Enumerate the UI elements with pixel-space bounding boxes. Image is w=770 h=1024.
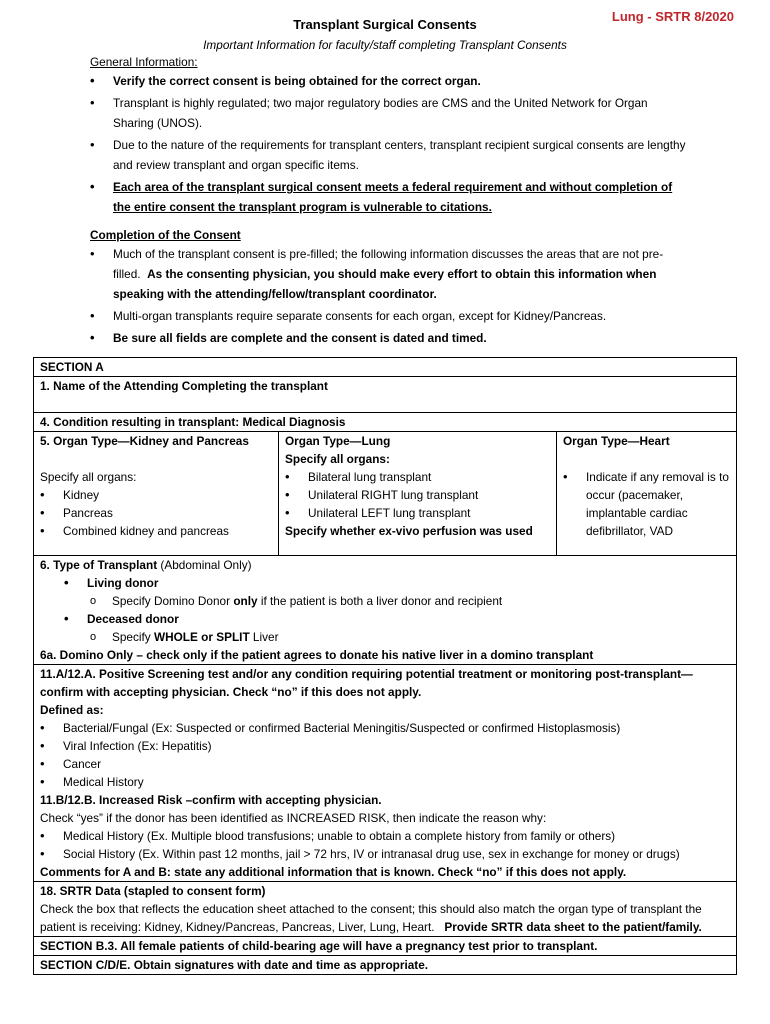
general-information-heading: General Information: xyxy=(90,55,198,69)
list-item: • Multi-organ transplants require separate consents for each organ, except for Kidney/Pancreas. xyxy=(90,306,690,326)
table-row xyxy=(34,358,737,377)
list-item: • Verify the correct consent is being obtained for the correct organ. xyxy=(90,71,690,91)
text: Specify xyxy=(112,630,154,644)
completion-heading: Completion of the Consent xyxy=(90,228,241,242)
organ-type-kidney-heading: 5. Organ Type—Kidney and Pancreas xyxy=(40,434,249,448)
list-item: • Bilateral lung transplant xyxy=(285,468,550,486)
list-item: • Transplant is highly regulated; two major regulatory bodies are CMS and the United Network for Organ Sharing (UNOS). xyxy=(90,93,690,133)
organ-type-heart-heading: Organ Type—Heart xyxy=(563,434,670,448)
increased-risk-instruction: Check “yes” if the donor has been identified as INCREASED RISK, then indicate the reason why: xyxy=(40,811,547,825)
list-item: • Living donor xyxy=(64,574,730,592)
list-item: • Be sure all fields are complete and the consent is dated and timed. xyxy=(90,328,690,348)
heading-plain: (Abdominal Only) xyxy=(157,558,252,572)
section-b3-note: SECTION B.3. All female patients of child-bearing age will have a pregnancy test prior to transplant. xyxy=(34,937,737,956)
positive-screening-heading: 11.A/12.A. Positive Screening test and/or any condition requiring potential treatment or monitoring post-transplant—confirm with accepting physician. Check “no” if this does not apply. xyxy=(40,667,693,699)
donor-type-list xyxy=(64,574,730,592)
table-row xyxy=(34,556,737,665)
list-item: • Unilateral RIGHT lung transplant xyxy=(285,486,550,504)
list-item: • Kidney xyxy=(40,486,272,504)
list-item-emphasis: As the consenting physician, you should make every effort to obtain this information when speaking with the attending/fellow/transplant coordinator. xyxy=(113,267,657,301)
heading-bold: 6. Type of Transplant xyxy=(40,558,158,572)
list-item: • Pancreas xyxy=(40,504,272,522)
item-condition: 4. Condition resulting in transplant: Medical Diagnosis xyxy=(34,413,737,432)
srtr-data-cell xyxy=(34,882,737,937)
list-item: • Bacterial/Fungal (Ex: Suspected or confirmed Bacterial Meningitis/Suspected or confirmed Histoplasmosis) xyxy=(40,719,730,737)
document-subtitle: Important Information for faculty/staff completing Transplant Consents xyxy=(203,38,567,52)
donor-type-list xyxy=(64,610,730,628)
text-bold: only xyxy=(233,594,258,608)
table-row xyxy=(34,665,737,882)
list-item: • Medical History (Ex. Multiple blood transfusions; unable to obtain a complete history from family or others) xyxy=(40,827,730,845)
organ-type-kidney-cell xyxy=(34,432,279,556)
section-cde-note: SECTION C/D/E. Obtain signatures with date and time as appropriate. xyxy=(34,956,737,975)
list-item: • Deceased donor xyxy=(64,610,730,628)
organ-type-lung-cell xyxy=(279,432,557,556)
heart-organ-list xyxy=(563,468,730,540)
kidney-organ-list xyxy=(40,486,272,540)
organ-type-lung-heading: Organ Type—Lung xyxy=(285,434,391,448)
specify-organs-label: Specify all organs: xyxy=(40,470,137,484)
type-of-transplant-cell xyxy=(34,556,737,665)
list-item: • Cancer xyxy=(40,755,730,773)
type-of-transplant-heading xyxy=(40,556,730,574)
table-row xyxy=(34,937,737,956)
list-item: • Due to the nature of the requirements for transplant centers, transplant recipient surgical consents are lengthy and review transplant and organ specific items. xyxy=(90,135,690,175)
living-donor-sublist xyxy=(88,592,730,610)
screening-conditions-list xyxy=(40,719,730,791)
table-row xyxy=(34,377,737,413)
table-row xyxy=(34,956,737,975)
screening-risk-cell xyxy=(34,665,737,882)
text: Check the box that reflects the education sheet attached to the consent; this should also match the organ type of transplant the patient is receiving: Kidney, Kidney/Pancreas, Pancreas, Liver, Lung, Heart. xyxy=(40,902,702,934)
srtr-data-body xyxy=(40,900,730,936)
list-item xyxy=(90,244,690,304)
list-item xyxy=(88,592,730,610)
deceased-donor-sublist xyxy=(88,628,730,646)
comments-note: Comments for A and B: state any additional information that is known. Check “no” if this does not apply. xyxy=(40,865,627,879)
consent-sections-table xyxy=(33,357,737,975)
list-item-text: Much of the transplant consent is pre-filled; the following information discusses the areas that are not pre-filled. xyxy=(113,247,664,281)
increased-risk-heading: 11.B/12.B. Increased Risk –confirm with accepting physician. xyxy=(40,793,382,807)
document-version-label: Lung - SRTR 8/2020 xyxy=(611,9,734,24)
text-bold: Provide SRTR data sheet to the patient/family. xyxy=(444,920,702,934)
increased-risk-list xyxy=(40,827,730,863)
list-item: • Unilateral LEFT lung transplant xyxy=(285,504,550,522)
list-item: • Viral Infection (Ex: Hepatitis) xyxy=(40,737,730,755)
text: if the patient is both a liver donor and recipient xyxy=(257,594,503,608)
list-item: • Each area of the transplant surgical consent meets a federal requirement and without completion of the entire consent the transplant program is vulnerable to citations. xyxy=(90,177,690,217)
section-a-heading: SECTION A xyxy=(34,358,737,377)
list-item: • Combined kidney and pancreas xyxy=(40,522,272,540)
list-item: • Social History (Ex. Within past 12 months, jail > 72 hrs, IV or intranasal drug use, sex in exchange for money or drugs) xyxy=(40,845,730,863)
item-attending-name: 1. Name of the Attending Completing the transplant xyxy=(34,377,737,413)
general-information-section xyxy=(90,53,690,219)
list-item xyxy=(88,628,730,646)
completion-list xyxy=(90,244,690,348)
srtr-data-heading: 18. SRTR Data (stapled to consent form) xyxy=(40,884,266,898)
table-row xyxy=(34,432,737,556)
table-row xyxy=(34,882,737,937)
defined-as-label: Defined as: xyxy=(40,703,104,717)
list-item: • Medical History xyxy=(40,773,730,791)
ex-vivo-perfusion-note: Specify whether ex-vivo perfusion was used xyxy=(285,524,533,538)
domino-only-note: 6a. Domino Only – check only if the patient agrees to donate his native liver in a domino transplant xyxy=(40,648,594,662)
text: Liver xyxy=(249,630,279,644)
completion-section xyxy=(90,226,690,350)
table-row xyxy=(34,413,737,432)
organ-type-heart-cell xyxy=(557,432,737,556)
lung-organ-list xyxy=(285,468,550,522)
general-information-list xyxy=(90,71,690,217)
document-title: Transplant Surgical Consents xyxy=(293,17,477,32)
specify-organs-label: Specify all organs: xyxy=(285,452,390,466)
text-bold: WHOLE or SPLIT xyxy=(153,630,250,644)
text: Specify Domino Donor xyxy=(112,594,234,608)
list-item: • Indicate if any removal is to occur (pacemaker, implantable cardiac defibrillator, VAD xyxy=(563,468,730,540)
